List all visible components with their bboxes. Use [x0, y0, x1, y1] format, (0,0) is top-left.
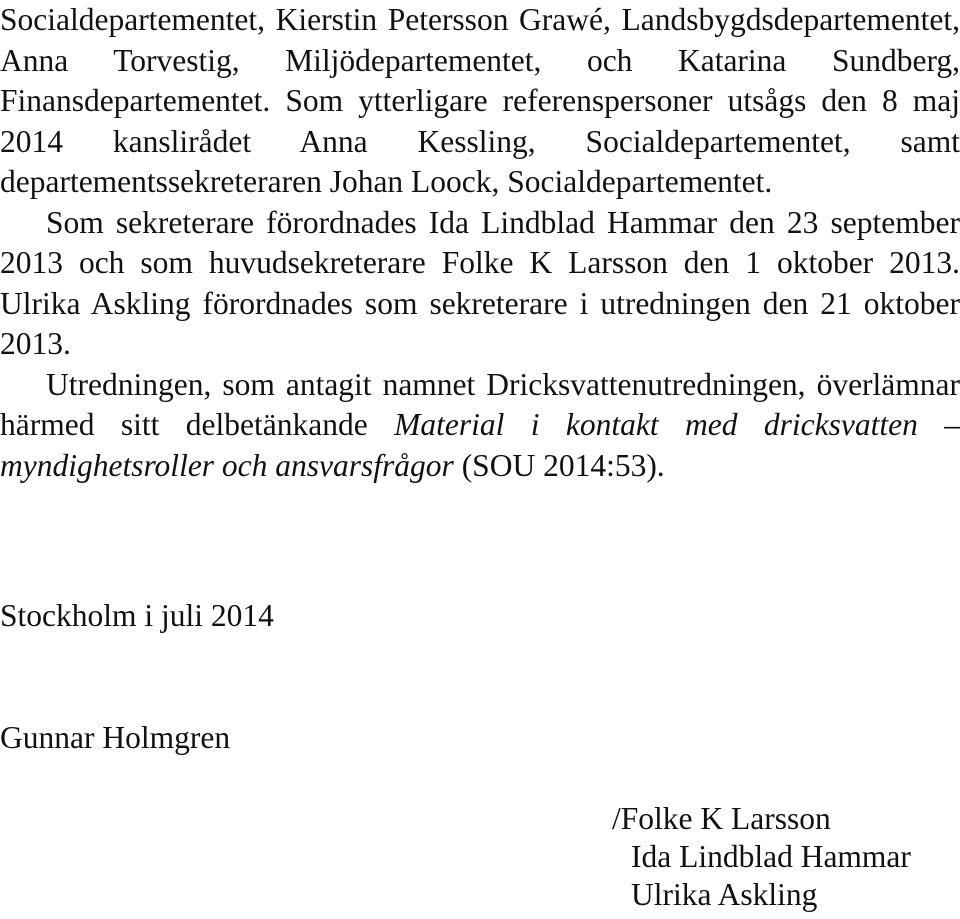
report-title: Material i kontakt med dricksvatten – myndighetsroller och ansvarsfrågor [0, 407, 960, 483]
place-and-date: Stockholm i juli 2014 [0, 598, 274, 633]
signer-folke-larsson: /Folke K Larsson [612, 801, 831, 836]
secretariat-signatures [612, 800, 911, 914]
paragraph-reference-persons: Socialdepartementet, Kierstin Petersson Grawé, Landsbygdsdepartementet, Anna Torvestig, Miljödepartementet, och Katarina Sundberg, Finansdepartementet. Som ytterligare referenspersoner utsågs den 8 maj 2014 kanslirådet Anna Kessling, Socialdepartementet, samt departementssekreteraren Johan Loock, Socialdepartementet. [0, 2, 960, 199]
signer-ida-lindblad-hammar: Ida Lindblad Hammar [631, 839, 911, 874]
submission-text-end: (SOU 2014:53). [453, 447, 665, 483]
paragraph-submission [0, 365, 960, 487]
paragraph-secretaries: Som sekreterare förordnades Ida Lindblad Hammar den 23 september 2013 och som huvudsekreterare Folke K Larsson den 1 oktober 2013. Ulrika Askling förordnades som sekreterare i utredningen den 21 oktober 2013. [0, 204, 960, 361]
signer-ulrika-askling: Ulrika Askling [631, 877, 818, 912]
submission-text-start: Utredningen, som antagit namnet Dricksvattenutredningen, överlämnar härmed sitt delbetänkande [0, 366, 960, 442]
chair-name: Gunnar Holmgren [0, 720, 231, 755]
